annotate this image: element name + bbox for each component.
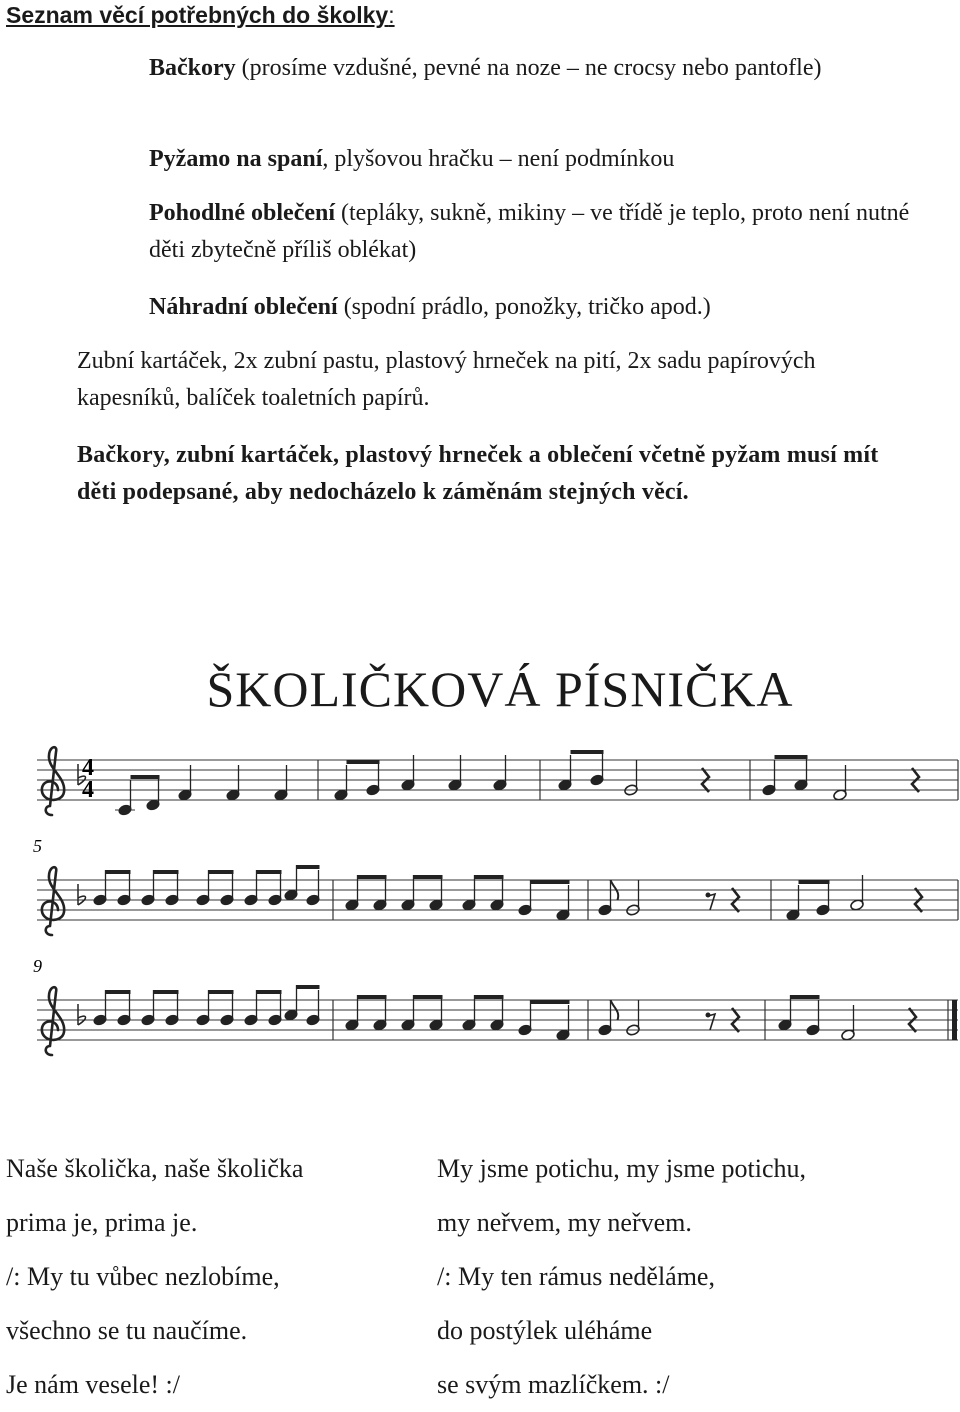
lyric-line: se svým mazlíčkem. :/ [437,1370,670,1399]
lyrics-right-column [437,1142,806,1412]
heading-colon: : [388,2,395,28]
item-slippers-text: (prosíme vzdušné, pevné na noze – ne crocsy nebo pantofle) [235,55,822,81]
eighth-rest-icon [708,894,715,910]
note-beam [475,995,504,999]
flat-icon [78,896,86,905]
note-beam [297,865,320,869]
item-clothes [149,195,929,269]
treble-clef-icon [42,747,64,815]
item-slippers [149,50,929,87]
note-beam [209,990,234,994]
lyric-line: /: My tu vůbec nezlobíme, [6,1262,280,1291]
note-beam [297,985,320,989]
song-title: ŠKOLIČKOVÁ PÍSNIČKA [206,661,794,717]
item-pyjamas-text: , plyšovou hračku – není podmínkou [322,146,675,172]
note-beam [799,880,830,884]
final-bar-line [952,1000,957,1040]
lyric-line: my neřvem, my neřvem. [437,1208,692,1237]
lyric-line: Je nám vesele! :/ [6,1370,180,1399]
list-heading-text: Seznam věcí potřebných do školky [6,2,389,28]
note-beam [531,1000,570,1004]
eighth-rest-icon [708,1014,715,1030]
item-pyjamas-bold: Pyžamo na spaní [149,146,323,172]
hygiene-paragraph: Zubní kartáček, 2x zubní pastu, plastový hrneček na pití, 2x sadu papírových kapesníků, balíček toaletních papírů. [77,348,816,411]
lyric-line: My jsme potichu, my jsme potichu, [437,1154,807,1183]
item-spare-clothes [149,289,929,326]
note-beam [475,875,504,879]
time-signature-bottom: 4 [82,777,94,803]
note-beam [131,775,160,779]
lyrics-left-column [6,1142,303,1412]
lyric-line: /: My ten rámus neděláme, [437,1262,715,1291]
item-clothes-bold: Pohodlné oblečení [149,200,336,226]
measure-number-5: 5 [33,836,42,856]
note-beam [154,870,179,874]
note-beam [414,995,443,999]
note-beam [775,755,808,759]
measure-number-9: 9 [33,956,42,976]
note-beam [791,995,820,999]
note-beam [106,870,131,874]
list-heading [6,2,395,29]
lyric-line: všechno se tu naučíme. [6,1316,248,1345]
note-beam [106,990,131,994]
treble-clef-icon [42,987,64,1055]
lyric-line: prima je, prima je. [6,1208,198,1237]
note-beam [358,875,387,879]
note-beam [358,995,387,999]
note-beam [209,870,234,874]
item-clothes-text: (tepláky, sukně, mikiny – ve třídě je teplo, proto není nutné děti zbytečně příliš oblékat) [149,200,910,263]
item-pyjamas [149,141,929,178]
notice-paragraph: Bačkory, zubní kartáček, plastový hrneček a oblečení včetně pyžam musí mít děti podepsané, aby nedocházelo k záměnám stejných věcí. [77,442,879,505]
note-beam [257,990,282,994]
item-spare-clothes-text: (spodní prádlo, ponožky, tričko apod.) [337,294,711,320]
flat-icon [78,1016,86,1025]
lyric-line: Naše školička, naše školička [6,1154,304,1183]
treble-clef-icon [42,867,64,935]
note-beam [347,760,380,764]
sheet-music [0,730,960,1090]
note-beam [154,990,179,994]
lyric-line: do postýlek uléháme [437,1316,653,1345]
note-beam [257,870,282,874]
time-signature-top: 4 [82,755,94,781]
note-beam [414,875,443,879]
note-beam [571,750,604,754]
item-slippers-bold: Bačkory [149,55,236,81]
note-beam [531,880,570,884]
item-spare-clothes-bold: Náhradní oblečení [149,294,338,320]
